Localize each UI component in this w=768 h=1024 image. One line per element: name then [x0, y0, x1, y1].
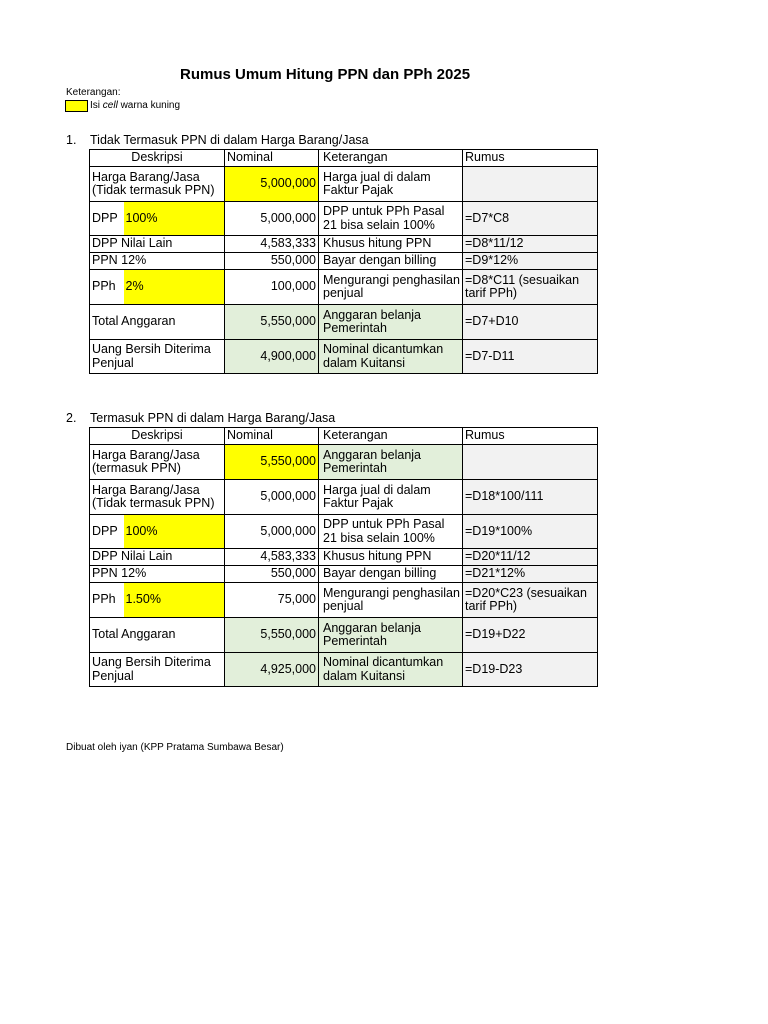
header-nominal: Nominal: [225, 428, 319, 445]
row-keterangan: Bayar dengan billing: [319, 253, 463, 270]
row-description: DPP Nilai Lain: [90, 549, 225, 566]
table-row: [90, 253, 598, 270]
row-description: DPP: [90, 202, 124, 236]
row-rumus: =D20*C23 (sesuaikan tarif PPh): [463, 583, 598, 618]
section-number: 1.: [66, 133, 77, 147]
row-keterangan: Nominal dicantumkan dalam Kuitansi: [319, 653, 463, 687]
table-row: [90, 340, 598, 374]
row-nominal: 100,000: [225, 270, 319, 305]
row-rumus: [463, 167, 598, 202]
table-row: [90, 167, 598, 202]
row-nominal: 4,900,000: [225, 340, 319, 374]
row-rumus: =D18*100/111: [463, 480, 598, 515]
table-header-row: [90, 150, 598, 167]
section-number: 2.: [66, 411, 77, 425]
row-rate-input[interactable]: 1.50%: [124, 583, 225, 618]
table-row: [90, 445, 598, 480]
row-nominal-input[interactable]: 5,000,000: [225, 167, 319, 202]
row-keterangan: Bayar dengan billing: [319, 566, 463, 583]
table-row: [90, 515, 598, 549]
table-row: [90, 653, 598, 687]
header-rumus: Rumus: [463, 150, 598, 167]
header-rumus: Rumus: [463, 428, 598, 445]
row-keterangan: DPP untuk PPh Pasal 21 bisa selain 100%: [319, 202, 463, 236]
row-description: DPP Nilai Lain: [90, 236, 225, 253]
row-keterangan: DPP untuk PPh Pasal 21 bisa selain 100%: [319, 515, 463, 549]
row-rumus: =D19+D22: [463, 618, 598, 653]
row-keterangan: Harga jual di dalam Faktur Pajak: [319, 480, 463, 515]
legend-text: Isi cell warna kuning: [90, 100, 181, 111]
row-nominal: 5,550,000: [225, 305, 319, 340]
table-section-1: [89, 149, 598, 374]
table-row: [90, 618, 598, 653]
row-keterangan: Anggaran belanja Pemerintah: [319, 445, 463, 480]
row-rumus: [463, 445, 598, 480]
credit-note: Dibuat oleh iyan (KPP Pratama Sumbawa Besar): [66, 742, 284, 753]
row-description: Harga Barang/Jasa (Tidak termasuk PPN): [90, 167, 225, 202]
row-keterangan: Mengurangi penghasilan penjual: [319, 270, 463, 305]
section-1-heading: [66, 133, 369, 147]
row-description: PPh: [90, 583, 124, 618]
row-description: PPN 12%: [90, 253, 225, 270]
row-rate-input[interactable]: 100%: [124, 202, 225, 236]
row-nominal: 4,583,333: [225, 549, 319, 566]
row-nominal: 75,000: [225, 583, 319, 618]
row-nominal: 550,000: [225, 566, 319, 583]
section-title: Termasuk PPN di dalam Harga Barang/Jasa: [90, 411, 336, 425]
row-keterangan: Anggaran belanja Pemerintah: [319, 305, 463, 340]
row-description: Harga Barang/Jasa (Tidak termasuk PPN): [90, 480, 225, 515]
row-nominal: 5,000,000: [225, 202, 319, 236]
header-keterangan: Keterangan: [319, 150, 463, 167]
header-deskripsi: Deskripsi: [90, 428, 225, 445]
row-rumus: =D7+D10: [463, 305, 598, 340]
row-keterangan: Mengurangi penghasilan penjual: [319, 583, 463, 618]
row-nominal-input[interactable]: 5,550,000: [225, 445, 319, 480]
row-keterangan: Harga jual di dalam Faktur Pajak: [319, 167, 463, 202]
header-keterangan: Keterangan: [319, 428, 463, 445]
row-nominal: 5,000,000: [225, 515, 319, 549]
table-row: [90, 236, 598, 253]
table-row: [90, 202, 598, 236]
table-header-row: [90, 428, 598, 445]
header-deskripsi: Deskripsi: [90, 150, 225, 167]
legend-label: Keterangan:: [66, 87, 121, 98]
table-row: [90, 305, 598, 340]
row-rate-input[interactable]: 100%: [124, 515, 225, 549]
row-description: PPN 12%: [90, 566, 225, 583]
section-title: Tidak Termasuk PPN di dalam Harga Barang/Jasa: [90, 133, 369, 147]
section-2-heading: [66, 411, 335, 425]
header-nominal: Nominal: [225, 150, 319, 167]
legend-yellow-swatch: [65, 100, 88, 112]
row-description: Total Anggaran: [90, 618, 225, 653]
row-rate-input[interactable]: 2%: [124, 270, 225, 305]
row-description: PPh: [90, 270, 124, 305]
row-description: Uang Bersih Diterima Penjual: [90, 653, 225, 687]
row-rumus: =D19*100%: [463, 515, 598, 549]
table-row: [90, 480, 598, 515]
row-nominal: 5,550,000: [225, 618, 319, 653]
row-keterangan: Anggaran belanja Pemerintah: [319, 618, 463, 653]
row-rumus: =D8*C11 (sesuaikan tarif PPh): [463, 270, 598, 305]
row-rumus: =D7-D11: [463, 340, 598, 374]
row-description: Uang Bersih Diterima Penjual: [90, 340, 225, 374]
row-rumus: =D9*12%: [463, 253, 598, 270]
row-nominal: 5,000,000: [225, 480, 319, 515]
row-keterangan: Nominal dicantumkan dalam Kuitansi: [319, 340, 463, 374]
row-nominal: 550,000: [225, 253, 319, 270]
row-description: Harga Barang/Jasa (termasuk PPN): [90, 445, 225, 480]
row-rumus: =D8*11/12: [463, 236, 598, 253]
table-section-2: [89, 427, 598, 687]
row-rumus: =D19-D23: [463, 653, 598, 687]
table-row: [90, 549, 598, 566]
row-description: Total Anggaran: [90, 305, 225, 340]
row-rumus: =D21*12%: [463, 566, 598, 583]
table-row: [90, 270, 598, 305]
row-rumus: =D7*C8: [463, 202, 598, 236]
row-rumus: =D20*11/12: [463, 549, 598, 566]
row-keterangan: Khusus hitung PPN: [319, 236, 463, 253]
table-row: [90, 566, 598, 583]
page-title: Rumus Umum Hitung PPN dan PPh 2025: [180, 66, 471, 83]
table-row: [90, 583, 598, 618]
row-keterangan: Khusus hitung PPN: [319, 549, 463, 566]
row-description: DPP: [90, 515, 124, 549]
row-nominal: 4,925,000: [225, 653, 319, 687]
row-nominal: 4,583,333: [225, 236, 319, 253]
